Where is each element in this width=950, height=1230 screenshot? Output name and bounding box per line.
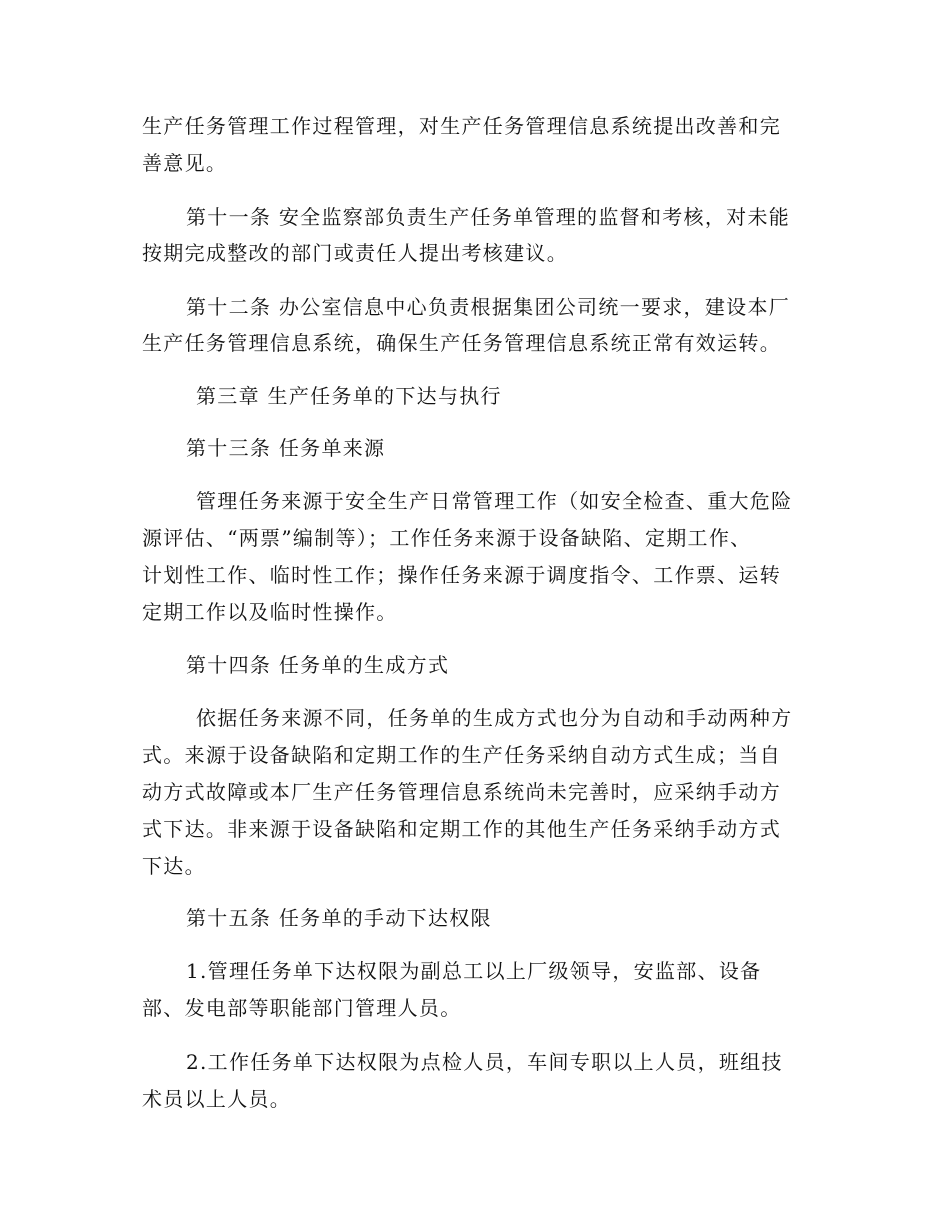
list-item-1-line: 1.管理任务单下达权限为副总工以上厂级领导，安监部、设备 <box>186 959 762 983</box>
text-line: 善意见。 <box>142 151 228 175</box>
text-line: 定期工作以及临时性操作。 <box>142 600 398 624</box>
text-line: 依据任务来源不同，任务单的生成方式也分为自动和手动两种方 <box>196 706 793 730</box>
text-line: 生产任务管理工作过程管理，对生产任务管理信息系统提出改善和完 <box>142 114 781 138</box>
article-14-heading: 第十四条 任务单的生成方式 <box>186 653 450 677</box>
text-line: 动方式故障或本厂生产任务管理信息系统尚未完善时，应采纳手动方 <box>142 780 781 804</box>
text-line: 部、发电部等职能部门管理人员。 <box>142 996 462 1020</box>
article-12-heading-line: 第十二条 办公室信息中心负责根据集团公司统一要求，建设本厂 <box>186 295 791 319</box>
text-line: 按期完成整改的部门或责任人提出考核建议。 <box>142 241 568 265</box>
text-line: 计划性工作、临时性工作；操作任务来源于调度指令、工作票、运转 <box>142 563 781 587</box>
article-13-heading: 第十三条 任务单来源 <box>186 436 386 460</box>
article-11-heading-line: 第十一条 安全监察部负责生产任务单管理的监督和考核，对未能 <box>186 205 791 229</box>
chapter-3-heading: 第三章 生产任务单的下达与执行 <box>196 384 502 408</box>
text-line: 式下达。非来源于设备缺陷和定期工作的其他生产任务采纳手动方式 <box>142 817 781 841</box>
text-line: 下达。 <box>142 854 206 878</box>
text-line: 术员以上人员。 <box>142 1087 292 1111</box>
text-line: 式。来源于设备缺陷和定期工作的生产任务采纳自动方式生成；当自 <box>142 743 781 767</box>
text-line: 管理任务来源于安全生产日常管理工作（如安全检查、重大危险 <box>196 489 793 513</box>
article-15-heading: 第十五条 任务单的手动下达权限 <box>186 906 492 930</box>
text-line: 源评估、“两票”编制等）；工作任务来源于设备缺陷、定期工作、 <box>142 526 752 550</box>
list-item-2-line: 2.工作任务单下达权限为点检人员，车间专职以上人员，班组技 <box>186 1050 783 1074</box>
text-line: 生产任务管理信息系统，确保生产任务管理信息系统正常有效运转。 <box>142 331 781 355</box>
